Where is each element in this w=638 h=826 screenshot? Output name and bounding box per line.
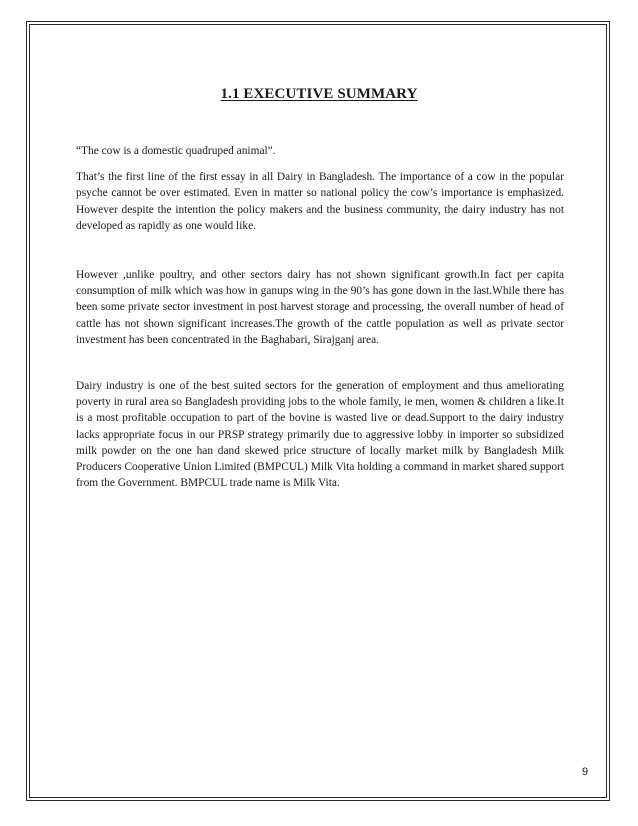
paragraph-quote: “The cow is a domestic quadruped animal”. [76, 145, 276, 157]
section-title: 1.1 EXECUTIVE SUMMARY [220, 86, 418, 102]
page-number: 9 [582, 766, 589, 778]
paragraph-growth: However ,unlike poultry, and other sectors dairy has not shown significant growth.In fact per capita consumption of milk which was how in ganups wing in the 90’s has gone down in the last.While there has been some private sector investment in post harvest storage and processing, the overall number of head of cattle has not shown significant increases.The growth of the cattle population as well as private sector investment has been concentrated in the Baghabari, Sirajganj area. [76, 269, 564, 346]
paragraph-employment: Dairy industry is one of the best suited sectors for the generation of employment and thus ameliorating poverty in rural area so Bangladesh providing jobs to the whole family, ie men, women & children a like.It is a most profitable occupation to part of the bovine is wasted live or dead.Support to the dairy industry lacks appropriate focus in our PRSP strategy primarily due to aggressive lobby in importer so subsidized milk powder on the one han dand skewed price structure of locally market milk by Bangladesh Milk Producers Cooperative Union Limited (BMPCUL) Milk Vita holding a command in market shared support from the Government. BMPCUL trade name is Milk Vita. [76, 380, 564, 490]
paragraph-intro: That’s the first line of the first essay in all Dairy in Bangladesh. The importance of a cow in the popular psyche cannot be over estimated. Even in matter so national policy the cow’s importance is emphasized. However despite the intention the policy makers and the business community, the dairy industry has not developed as rapidly as one would like. [76, 171, 564, 232]
document-body [76, 143, 564, 491]
